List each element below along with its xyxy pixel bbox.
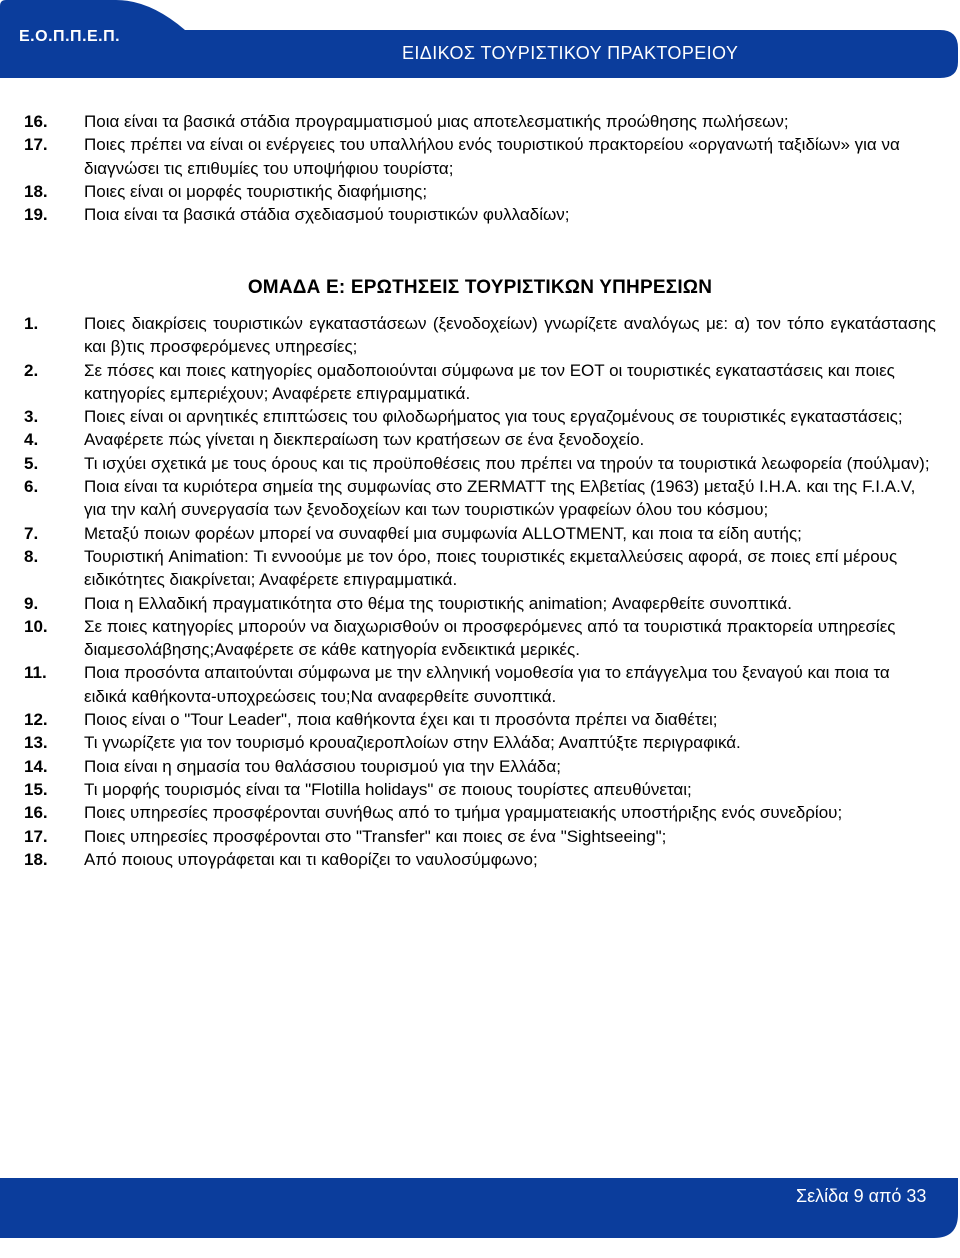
question-item xyxy=(24,615,936,662)
header-title: ΕΙΔΙΚΟΣ ΤΟΥΡΙΣΤΙΚΟΥ ΠΡΑΚΤΟΡΕΙΟΥ xyxy=(402,43,739,63)
question-item xyxy=(24,848,936,871)
question-number: 3. xyxy=(24,407,39,427)
question-text: Ποιες πρέπει να είναι οι ενέργειες του υπαλλήλου ενός τουριστικού πρακτορείου «οργανωτή ταξιδίων» για να διαγνώσει τις επιθυμίες του υποψήφιου τουρίστα; xyxy=(84,135,900,178)
question-item xyxy=(24,405,936,428)
question-item xyxy=(24,203,936,226)
question-number: 10. xyxy=(24,616,48,636)
question-number: 1. xyxy=(24,314,39,333)
question-item xyxy=(24,180,936,203)
question-number: 7. xyxy=(24,523,39,543)
question-item xyxy=(24,110,936,133)
question-text: Ποια προσόντα απαιτούνται σύμφωνα με την ελληνική νομοθεσία για το επάγγελμα του ξεναγού και ποια τα ειδικά καθήκοντα-υποχρεώσεις του;Να αναφερθείτε συνοπτικά. xyxy=(84,663,890,706)
question-text: Ποια είναι τα κυριότερα σημεία της συμφωνίας στο ZERMATT της Ελβετίας (1963) μεταξύ Ι.Η.Α. και της F.I.A.V, για την καλή συνεργασία των ξενοδοχείων και των τουριστικών γραφείων όλου του κόσμου; xyxy=(84,477,916,520)
question-text: Ποιες είναι οι μορφές τουριστικής διαφήμισης; xyxy=(84,181,428,201)
question-number: 13. xyxy=(24,733,48,753)
header-org-name: Ε.Ο.Π.Π.Ε.Π. xyxy=(19,28,121,45)
question-item xyxy=(24,133,936,180)
question-number: 17. xyxy=(24,135,48,155)
question-text: Από ποιους υπογράφεται και τι καθορίζει το ναυλοσύμφωνο; xyxy=(84,849,538,869)
question-number: 2. xyxy=(24,360,39,380)
question-number: 6. xyxy=(24,477,39,497)
question-item xyxy=(24,592,936,615)
question-text: Ποιες υπηρεσίες προσφέρονται στο "Transfer" και ποιες σε ένα "Sightseeing"; xyxy=(84,826,667,846)
question-number: 9. xyxy=(24,593,39,613)
question-number: 19. xyxy=(24,205,48,225)
question-text: Ποια είναι τα βασικά στάδια προγραμματισμού μιας αποτελεσματικής προώθησης πωλήσεων; xyxy=(84,112,789,131)
top-question-list xyxy=(24,110,936,226)
question-item xyxy=(24,661,936,708)
question-text: Ποια η Ελλαδική πραγματικότητα στο θέμα της τουριστικής animation; Αναφερθείτε συνοπτικά. xyxy=(84,593,792,613)
question-item xyxy=(24,708,936,731)
question-text: Αναφέρετε πώς γίνεται η διεκπεραίωση των κρατήσεων σε ένα ξενοδοχείο. xyxy=(84,430,645,450)
question-item xyxy=(24,731,936,754)
question-text: Τι γνωρίζετε για τον τουρισμό κρουαζιεροπλοίων στην Ελλάδα; Αναπτύξτε περιγραφικά. xyxy=(84,733,741,753)
question-number: 17. xyxy=(24,826,48,846)
question-text: Σε πόσες και ποιες κατηγορίες ομαδοποιούνται σύμφωνα με τον ΕΟΤ οι τουριστικές εγκαταστάσεις και ποιες κατηγορίες εμπεριέχουν; Αναφέρετε επιγραμματικά. xyxy=(84,360,895,403)
question-number: 11. xyxy=(24,663,47,683)
question-item xyxy=(24,755,936,778)
question-item xyxy=(24,825,936,848)
header-banner xyxy=(0,0,960,80)
question-text: Ποιες είναι οι αρνητικές επιπτώσεις του φιλοδωρήματος για τους εργαζομένους σε τουριστικές εγκαταστάσεις; xyxy=(84,407,903,427)
question-number: 16. xyxy=(24,803,48,823)
question-number: 15. xyxy=(24,779,48,799)
question-text: Ποιες διακρίσεις τουριστικών εγκαταστάσεων (ξενοδοχείων) γνωρίζετε αναλόγως με: α) τον τόπο εγκατάστασης και β)τις προσφερόμενες υπηρεσίες; xyxy=(84,314,936,357)
question-item xyxy=(24,475,936,522)
question-item xyxy=(24,359,936,406)
question-number: 18. xyxy=(24,181,48,201)
question-number: 16. xyxy=(24,112,48,131)
question-text: Ποια είναι η σημασία του θαλάσσιου τουρισμού για την Ελλάδα; xyxy=(84,756,561,776)
page-number: Σελίδα 9 από 33 xyxy=(796,1186,927,1206)
question-number: 14. xyxy=(24,756,48,776)
question-number: 5. xyxy=(24,453,39,473)
question-number: 12. xyxy=(24,710,48,730)
question-item xyxy=(24,522,936,545)
question-item xyxy=(24,778,936,801)
question-text: Τι μορφής τουρισμός είναι τα "Flotilla holidays" σε ποιους τουρίστες απευθύνεται; xyxy=(84,779,692,799)
question-text: Σε ποιες κατηγορίες μπορούν να διαχωρισθούν οι προσφερόμενες από τα τουριστικά πρακτορεία υπηρεσίες διαμεσολάβησης;Αναφέρετε σε κάθε κατηγορία ενδεικτικά μερικές. xyxy=(84,616,896,660)
question-number: 18. xyxy=(24,849,48,869)
question-item xyxy=(24,801,936,824)
question-list xyxy=(24,312,936,871)
question-text: Ποιος είναι ο "Tour Leader", ποια καθήκοντα έχει και τι προσόντα πρέπει να διαθέτει; xyxy=(84,710,718,730)
question-text: Ποια είναι τα βασικά στάδια σχεδιασμού τουριστικών φυλλαδίων; xyxy=(84,205,570,225)
question-item xyxy=(24,545,936,592)
section-title: ΟΜΑΔΑ Ε: ΕΡΩΤΗΣΕΙΣ ΤΟΥΡΙΣΤΙΚΩΝ ΥΠΗΡΕΣΙΩΝ xyxy=(247,277,713,298)
question-number: 8. xyxy=(24,546,39,566)
question-item xyxy=(24,452,936,475)
question-text: Τι ισχύει σχετικά με τους όρους και τις προϋποθέσεις που πρέπει να τηρούν τα τουριστικά λεωφορεία (πούλμαν); xyxy=(84,453,930,473)
question-item xyxy=(24,312,936,359)
question-text: Ποιες υπηρεσίες προσφέρονται συνήθως από το τμήμα γραμματειακής υποστήριξης ενός συνεδρίου; xyxy=(84,803,843,823)
question-item xyxy=(24,428,936,451)
question-text: Τουριστική Animation: Τι εννοούμε με τον όρο, ποιες τουριστικές εκμεταλλεύσεις αφορά, σε ποιες επί μέρους ειδικότητες διακρίνεται; Αναφέρετε επιγραμματικά. xyxy=(84,546,898,590)
question-number: 4. xyxy=(24,430,39,450)
question-text: Μεταξύ ποιων φορέων μπορεί να συναφθεί μια συμφωνία ALLOTMENT, και ποια τα είδη αυτής; xyxy=(84,523,802,543)
